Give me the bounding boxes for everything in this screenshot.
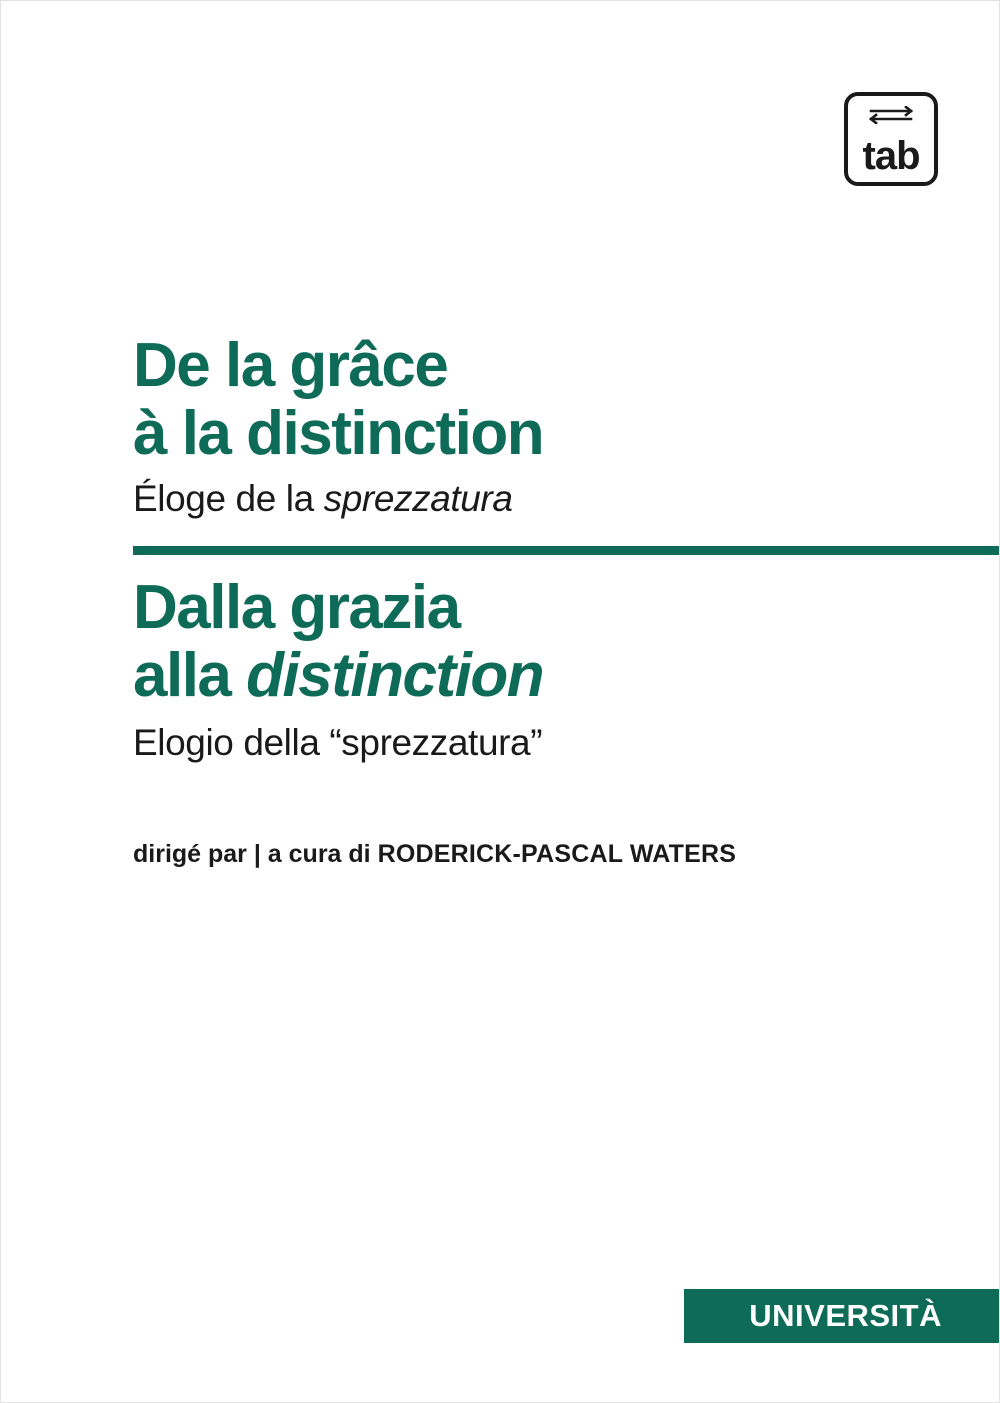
italian-title bbox=[133, 574, 933, 710]
series-banner-label: UNIVERSITÀ bbox=[749, 1298, 942, 1333]
italian-title-block bbox=[133, 574, 933, 766]
french-title-line2: à la distinction bbox=[133, 399, 544, 468]
italian-subtitle: Elogio della “sprezzatura” bbox=[133, 722, 543, 763]
divider-rule bbox=[133, 546, 1000, 555]
french-subtitle-italic: sprezzatura bbox=[323, 478, 513, 519]
french-title-block bbox=[133, 332, 893, 522]
french-subtitle-plain: Éloge de la bbox=[133, 478, 324, 519]
italian-title-line2-plain: alla bbox=[133, 641, 247, 710]
publisher-logo-text: tab bbox=[862, 134, 920, 178]
editor-credit-label: dirigé par | a cura di bbox=[133, 840, 378, 868]
series-banner bbox=[684, 1289, 1000, 1343]
french-subtitle bbox=[133, 476, 893, 522]
editor-name: RODERICK-PASCAL WATERS bbox=[377, 840, 737, 868]
italian-title-line2-italic: distinction bbox=[246, 641, 544, 710]
publisher-logo bbox=[844, 92, 938, 186]
italian-title-line2 bbox=[133, 642, 933, 710]
french-title bbox=[133, 332, 893, 468]
italian-title-line1: Dalla grazia bbox=[133, 573, 460, 642]
double-arrow-icon bbox=[868, 106, 914, 124]
french-title-line1: De la grâce bbox=[133, 331, 448, 400]
editor-credit bbox=[133, 838, 933, 870]
